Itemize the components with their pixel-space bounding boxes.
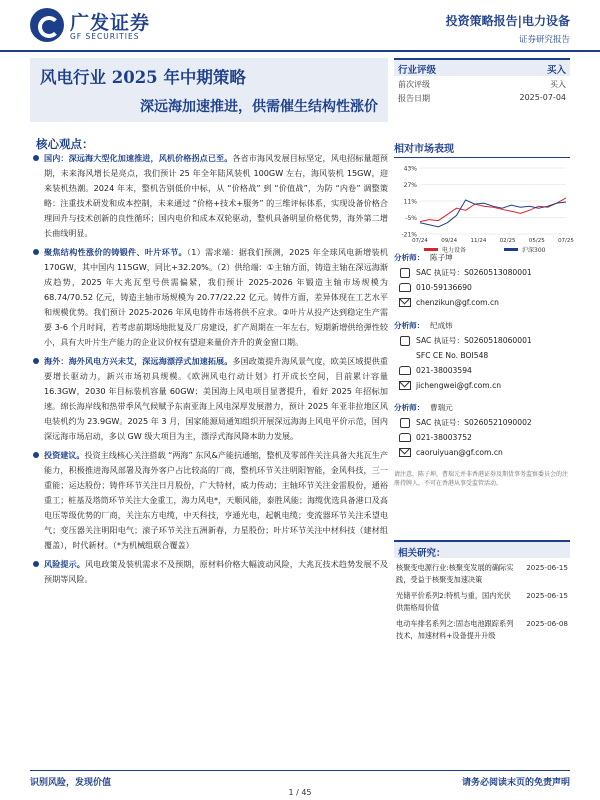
analyst-sac: SAC 执证号：S0260513080001 [416,268,532,277]
page-footer [30,770,570,788]
analyst-block [394,250,570,310]
bullet-body: 风电政策及装机需求不及预期，原材料价格大幅波动风险，大兆瓦技术趋势发展不及预期等风险。 [44,559,388,584]
phone-icon [399,366,411,375]
bullet-head: 聚焦结构性涨价的铸锻件、叶片环节。 [44,247,187,257]
analyst-sac: SAC 执证号：S0260518060001 [416,336,532,345]
analyst-label: 分析师： [394,321,425,330]
logo-cn-text: 广发证券 [70,12,151,34]
analyst-name: 纪成炜 [430,321,453,330]
prev-rating-value: 买入 [550,80,566,89]
mail-icon [399,381,411,390]
footer-disclaimer[interactable]: 请务必阅读末页的免责声明 [461,778,570,788]
market-title: 相对市场表现 [394,140,570,158]
analyst-sfc: SFC CE No. BOI548 [416,351,489,360]
analyst-label: 分析师： [394,403,425,412]
title-box [30,58,388,122]
x-tick-label: 09/24 [441,238,458,244]
relative-performance-chart [394,162,574,262]
related-item[interactable] [394,614,570,642]
certificate-icon [400,336,410,346]
core-bullet [30,448,388,553]
rating-label: 行业评级 [398,65,437,76]
phone-icon [399,283,411,292]
x-tick-label: 02/25 [499,238,516,244]
bullet-body: 投资主线核心关注搭载 “两海” 东风&产能抗通缩，整机及零部件关注具备大兆瓦生产能力，积极推进海风部署及海外客户占比较高的厂商，整机环节关注明阳智能，金风科技，三一重能；运达股份；铸件环节关注日月股份，广大特材，威力传动；主轴环节关注金雷股份，通裕重工；桩基及塔筒环节关注大金重工，海力风电*，天顺风能，泰胜风能；海缆优选具备港口及高电压等级优势的厂商，关注东方电缆，中天科技，亨通光电，起帆电缆；变流器环节关注禾望电气；变压器关注明阳电气；滚子环节关注五洲新春，力星股份；叶片环节关注中材科技（建材组覆盖），时代新材。（*为机械组联合覆盖） [44,450,388,550]
market-performance [394,140,574,262]
report-subtitle: 深远海加速推进，供需催生结构性涨价 [140,99,378,115]
mail-icon [399,448,411,457]
bullet-head: 投资建议。 [44,450,85,460]
legend-label: 电力设备 [442,247,467,254]
page-number: 1 / 45 [288,788,312,797]
related-research [394,540,570,642]
prev-rating-row [394,76,570,90]
core-bullet [30,354,388,444]
analyst-sac: SAC 执证号：S0260521090002 [416,418,532,427]
core-bullet [30,557,388,587]
related-item-date: 2025-06-08 [526,619,568,628]
series-line [420,200,566,227]
y-tick-label: -5% [405,215,417,222]
report-date-row [394,90,570,104]
rating-value: 买入 [546,65,566,76]
certificate-icon [400,418,410,428]
related-item-date: 2025-06-15 [526,591,568,600]
related-item-date: 2025-06-15 [526,563,568,572]
analyst-phone: 021-38003594 [416,366,472,375]
x-tick-label: 07/24 [412,238,428,244]
report-title: 风电行业 2025 年中期策略 [40,68,246,87]
report-type: 投资策略报告|电力设备 [445,14,570,28]
related-research-title: 相关研究： [394,540,570,558]
bullet-body: 各省市海风发展目标坚定，风电招标量超预期，未来海风增长是亮点，我们预计 25 年全年陆风装机 100GW 左右，海风装机 15GW，迎来装机热潮。2024 年末，整机告别低价中标，从 “价格战” 到 “价值战”，为防 “内卷” 调整策略：注重技术研发和成本控制，未来通过 “价格+技术+服务” 的三维评标体系，实现设备价格合理回升与技术创新的良性循环；国内电价和成本双轮驱动，整机具备明显价格优势，海外第二增长曲线明显。 [44,153,388,238]
core-bullet [30,151,388,241]
analyst-block [394,318,570,393]
related-item[interactable] [394,558,570,586]
analyst-name: 陈子坤 [430,253,453,262]
bullet-body: （1）需求端：据我们预测，2025 年全球风电新增装机 170GW，其中国内 115GW，同比+32.20%。（2）供给端：①主轴方面，铸造主轴在深远海渐成趋势，2025 年大兆瓦型号供需偏紧，我们预计 2025-2026 年锻造主轴市场规模为 68.74/70.52 亿元，铸造主轴市场规模为 20.77/22.22 亿元。铸件方面，差异体现在工艺水平和规模优势。我们预计 2025-2026 年风电铸件市场将供不应求。②叶片从投产达到稳定生产需要 3-6 个月时间，若考虑前期场地批复及厂房建设，扩产周期在一年左右，短期新增供给弹性较小，具有大叶片生产能力的企业议价权有望迎来量价齐升的黄金窗口期。 [44,247,388,347]
x-tick-label: 07/25 [558,238,574,244]
analyst-name: 曹瑞元 [430,403,453,412]
gf-logo [30,6,170,46]
analyst-email[interactable]: jichengwei@gf.com.cn [416,381,502,390]
phone-icon [399,433,411,442]
analyst-block [394,400,570,460]
y-tick-label: 27% [403,182,417,189]
y-tick-label: -21% [401,231,417,239]
core-views [30,151,388,589]
related-item-text[interactable]: 核聚变电源行业:核聚变发展的确际实践，受益于核聚变加速决策 [396,563,514,584]
x-tick-label: 05/25 [528,238,545,244]
related-item-text[interactable]: 电动车排名系列之:固态电池跟踪系列技术，加速材料+设备提升升级 [396,619,514,640]
footer-slogan: 识别风险，发现价值 [30,778,112,788]
rating-header [394,58,570,76]
legend-label: 沪深300 [522,247,546,254]
gf-logo-mark-icon [30,8,64,42]
related-item[interactable] [394,586,570,614]
analyst-email[interactable]: chenzikun@gf.com.cn [416,298,499,307]
certificate-icon [400,268,410,278]
bullet-head: 国内：深远海大型化加速推进，风机价格拐点已至。 [44,153,233,163]
core-bullet [30,245,388,350]
analyst-disclaimer-note: 请注意，陈子坤，曹瑞元并非香港证券及期货事务监察委员会的注册持牌人，不可在香港从事受监管活动。 [394,471,569,487]
bullet-head: 风险提示。 [44,559,85,569]
core-views-title: 核心观点： [36,137,94,151]
y-tick-label: 43% [403,165,417,173]
report-category: 证券研究报告 [518,35,570,45]
bullet-head: 海外：海外风电方兴未艾，深远海漂浮式加速拓展。 [44,356,233,366]
analyst-label: 分析师： [394,253,425,262]
mail-icon [399,298,411,307]
report-date-label: 报告日期 [398,94,430,103]
related-item-text[interactable]: 光储平价系列2:特机与重，国内光伏供需格局价值 [396,591,511,612]
logo-en-text: GF SECURITIES [70,32,140,41]
analyst-phone: 021-38003752 [416,433,472,442]
page-header [0,0,600,52]
report-date-value: 2025-07-04 [519,93,566,102]
y-tick-label: 11% [403,198,417,206]
x-tick-label: 11/24 [470,238,487,244]
rating-panel [394,58,570,112]
prev-rating-label: 前次评级 [398,80,430,89]
analyst-email[interactable]: caoruiyuan@gf.com.cn [416,448,503,457]
bullet-body: 多国政策提升海风景气度，欧美区域提供重要增长驱动力，新兴市场初具规模。《欧洲风电行动计划》打开成长空间，目前累计容量 16.3GW，2030 年目标装机容量 60GW；美国海上风电项目显著提升，看好 2025 年招标加速。绵长海岸线和热带季风气候赋予东南亚海上风电深厚发展潜力，预计 2025 年亚非拉地区风电装机约为 23.9GW。2025 年 3 月，国家能源局通知组织开展深远海海上风电平价示范，国内深远海市场启动，多以 GW 级大项目为主，漂浮式海风降本助力发展。 [44,356,388,441]
series-line [420,198,566,222]
analyst-phone: 010-59136690 [416,283,472,292]
